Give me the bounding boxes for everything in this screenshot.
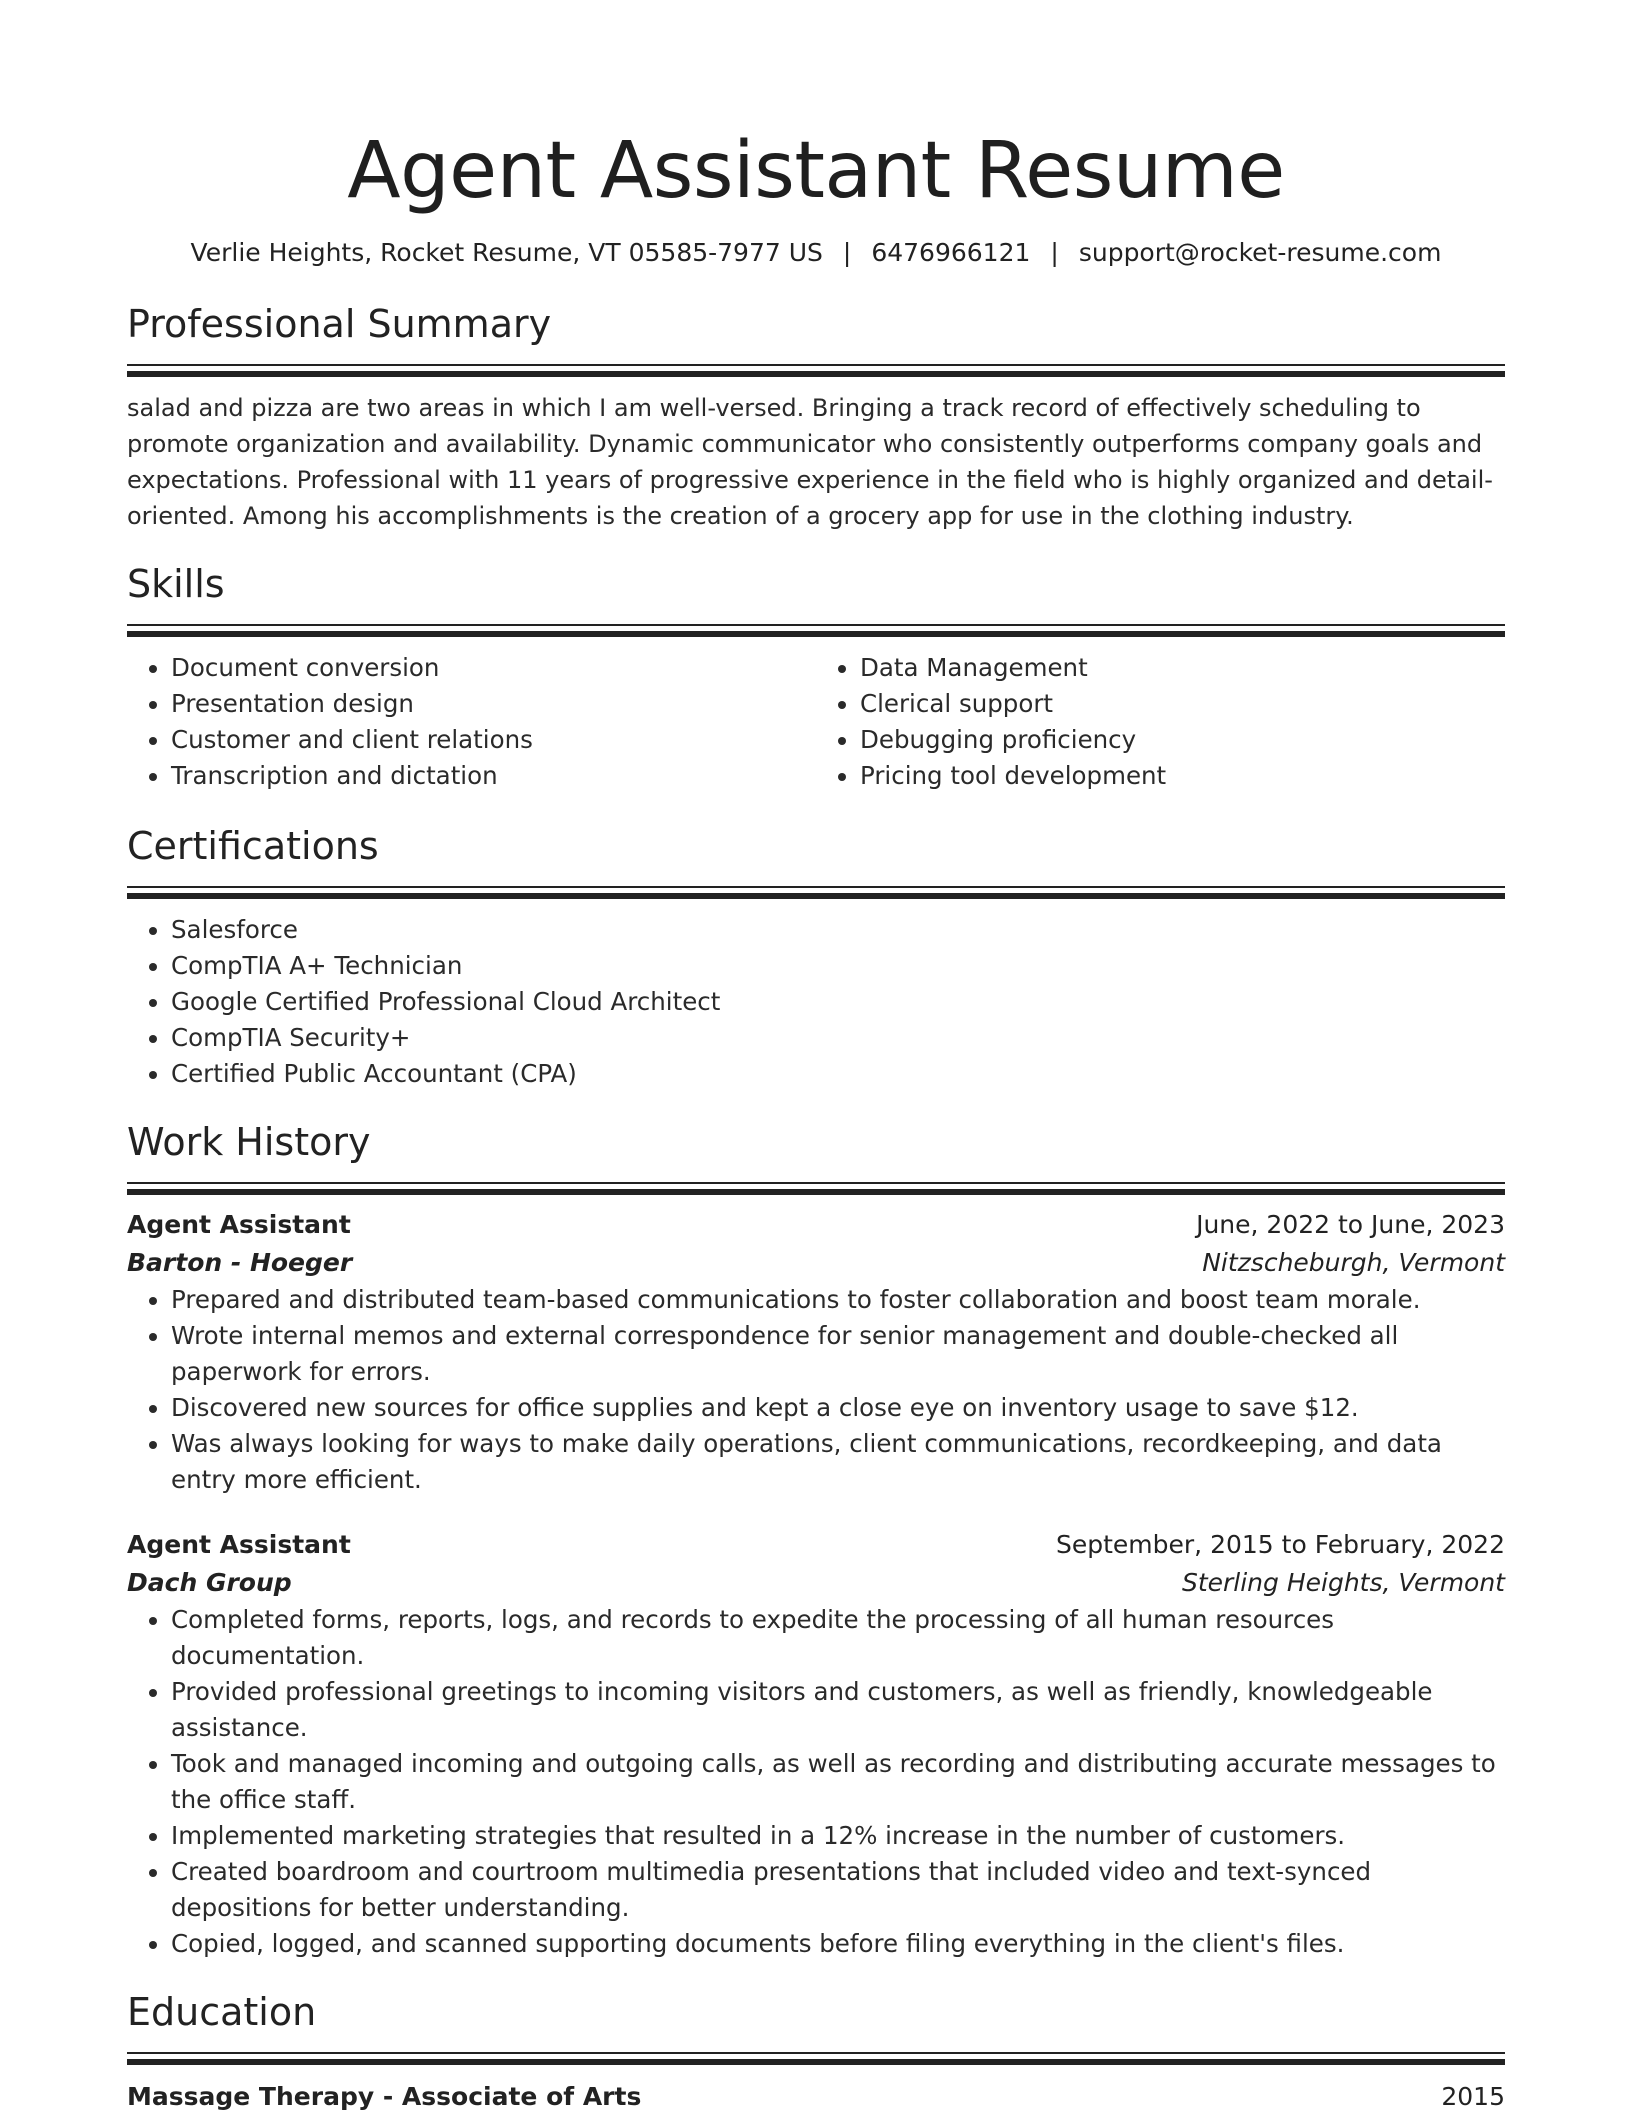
job-bullet: • Prepared and distributed team-based communications to foster collaboration and boost team morale. xyxy=(171,1282,1505,1318)
section-divider xyxy=(127,624,1505,638)
job-subheader xyxy=(127,1244,1505,1282)
contact-phone: 6476966121 xyxy=(871,238,1031,267)
contact-separator: | xyxy=(842,238,852,267)
education-degree: Massage Therapy - Associate of Arts xyxy=(127,2082,642,2111)
skill-item: • Pricing tool development xyxy=(860,758,1505,794)
skills-list-right xyxy=(816,650,1505,794)
job-bullet: • Copied, logged, and scanned supporting documents before filing everything in the client's files. xyxy=(171,1926,1505,1962)
certifications-list xyxy=(127,912,1505,1092)
job-bullet: • Discovered new sources for office supplies and kept a close eye on inventory usage to save $12. xyxy=(171,1390,1505,1426)
job-dates: June, 2022 to June, 2023 xyxy=(1196,1210,1505,1239)
certifications-section xyxy=(127,822,1505,1092)
skill-item: • Transcription and dictation xyxy=(171,758,816,794)
skills-section xyxy=(127,560,1505,794)
contact-separator: | xyxy=(1050,238,1059,267)
contact-email: support@rocket-resume.com xyxy=(1078,238,1442,267)
education-section xyxy=(127,1988,1505,2116)
skill-item: • Debugging proficiency xyxy=(860,722,1505,758)
section-divider xyxy=(127,1182,1505,1196)
work-history-section xyxy=(127,1118,1505,1962)
job-header xyxy=(127,1526,1505,1564)
certification-item: • CompTIA Security+ xyxy=(171,1020,1505,1056)
certification-item: • Certified Public Accountant (CPA) xyxy=(171,1056,1505,1092)
section-title-work-history: Work History xyxy=(127,1120,371,1164)
section-title-education: Education xyxy=(127,1990,317,2034)
skill-item: • Presentation design xyxy=(171,686,816,722)
job-dates: September, 2015 to February, 2022 xyxy=(1056,1530,1505,1559)
section-divider xyxy=(127,2052,1505,2066)
certification-item: • CompTIA A+ Technician xyxy=(171,948,1505,984)
job-bullets xyxy=(127,1282,1505,1498)
section-title-skills: Skills xyxy=(127,562,225,606)
certification-item: • Google Certified Professional Cloud Architect xyxy=(171,984,1505,1020)
skills-grid xyxy=(127,650,1505,794)
job-bullet: • Took and managed incoming and outgoing calls, as well as recording and distributing accurate messages to the office staff. xyxy=(171,1746,1505,1818)
job-entry xyxy=(127,1526,1505,1962)
job-title: Agent Assistant xyxy=(127,1210,351,1239)
education-year: 2015 xyxy=(1441,2082,1505,2111)
skill-item: • Data Management xyxy=(860,650,1505,686)
education-entry xyxy=(127,2078,1505,2116)
job-bullet: • Wrote internal memos and external correspondence for senior management and double-checked all paperwork for errors. xyxy=(171,1318,1505,1390)
job-location: Nitzscheburgh, Vermont xyxy=(1202,1248,1505,1277)
skill-item: • Document conversion xyxy=(171,650,816,686)
summary-section xyxy=(127,300,1505,534)
contact-line xyxy=(127,236,1505,270)
section-title-summary: Professional Summary xyxy=(127,302,552,346)
job-location: Sterling Heights, Vermont xyxy=(1181,1568,1505,1597)
job-bullet: • Provided professional greetings to incoming visitors and customers, as well as friendly, knowledgeable assistance. xyxy=(171,1674,1505,1746)
summary-text: salad and pizza are two areas in which I am well-versed. Bringing a track record of effectively scheduling to promote organization and availability. Dynamic communicator who consistently outperforms company goals and expectations. Professional with 11 years of progressive experience in the field who is highly organized and detail-oriented. Among his accomplishments is the creation of a grocery app for use in the clothing industry. xyxy=(127,394,1493,530)
job-bullet: • Implemented marketing strategies that resulted in a 12% increase in the number of customers. xyxy=(171,1818,1505,1854)
skill-item: • Clerical support xyxy=(860,686,1505,722)
job-company: Barton - Hoeger xyxy=(127,1248,353,1277)
job-title: Agent Assistant xyxy=(127,1530,351,1559)
section-divider xyxy=(127,886,1505,900)
certification-item: • Salesforce xyxy=(171,912,1505,948)
section-title-certifications: Certifications xyxy=(127,824,379,868)
section-divider xyxy=(127,364,1505,378)
contact-address: Verlie Heights, Rocket Resume, VT 05585-7977 US xyxy=(190,238,823,267)
job-bullet: • Was always looking for ways to make daily operations, client communications, recordkeeping, and data entry more efficient. xyxy=(171,1426,1505,1498)
resume-title: Agent Assistant Resume xyxy=(347,126,1285,216)
job-entry xyxy=(127,1206,1505,1498)
job-subheader xyxy=(127,1564,1505,1602)
job-bullets xyxy=(127,1602,1505,1962)
skills-list-left xyxy=(127,650,816,794)
job-bullet: • Completed forms, reports, logs, and records to expedite the processing of all human resources documentation. xyxy=(171,1602,1505,1674)
job-bullet: • Created boardroom and courtroom multimedia presentations that included video and text-synced depositions for better understanding. xyxy=(171,1854,1505,1926)
job-company: Dach Group xyxy=(127,1568,292,1597)
skill-item: • Customer and client relations xyxy=(171,722,816,758)
job-header xyxy=(127,1206,1505,1244)
